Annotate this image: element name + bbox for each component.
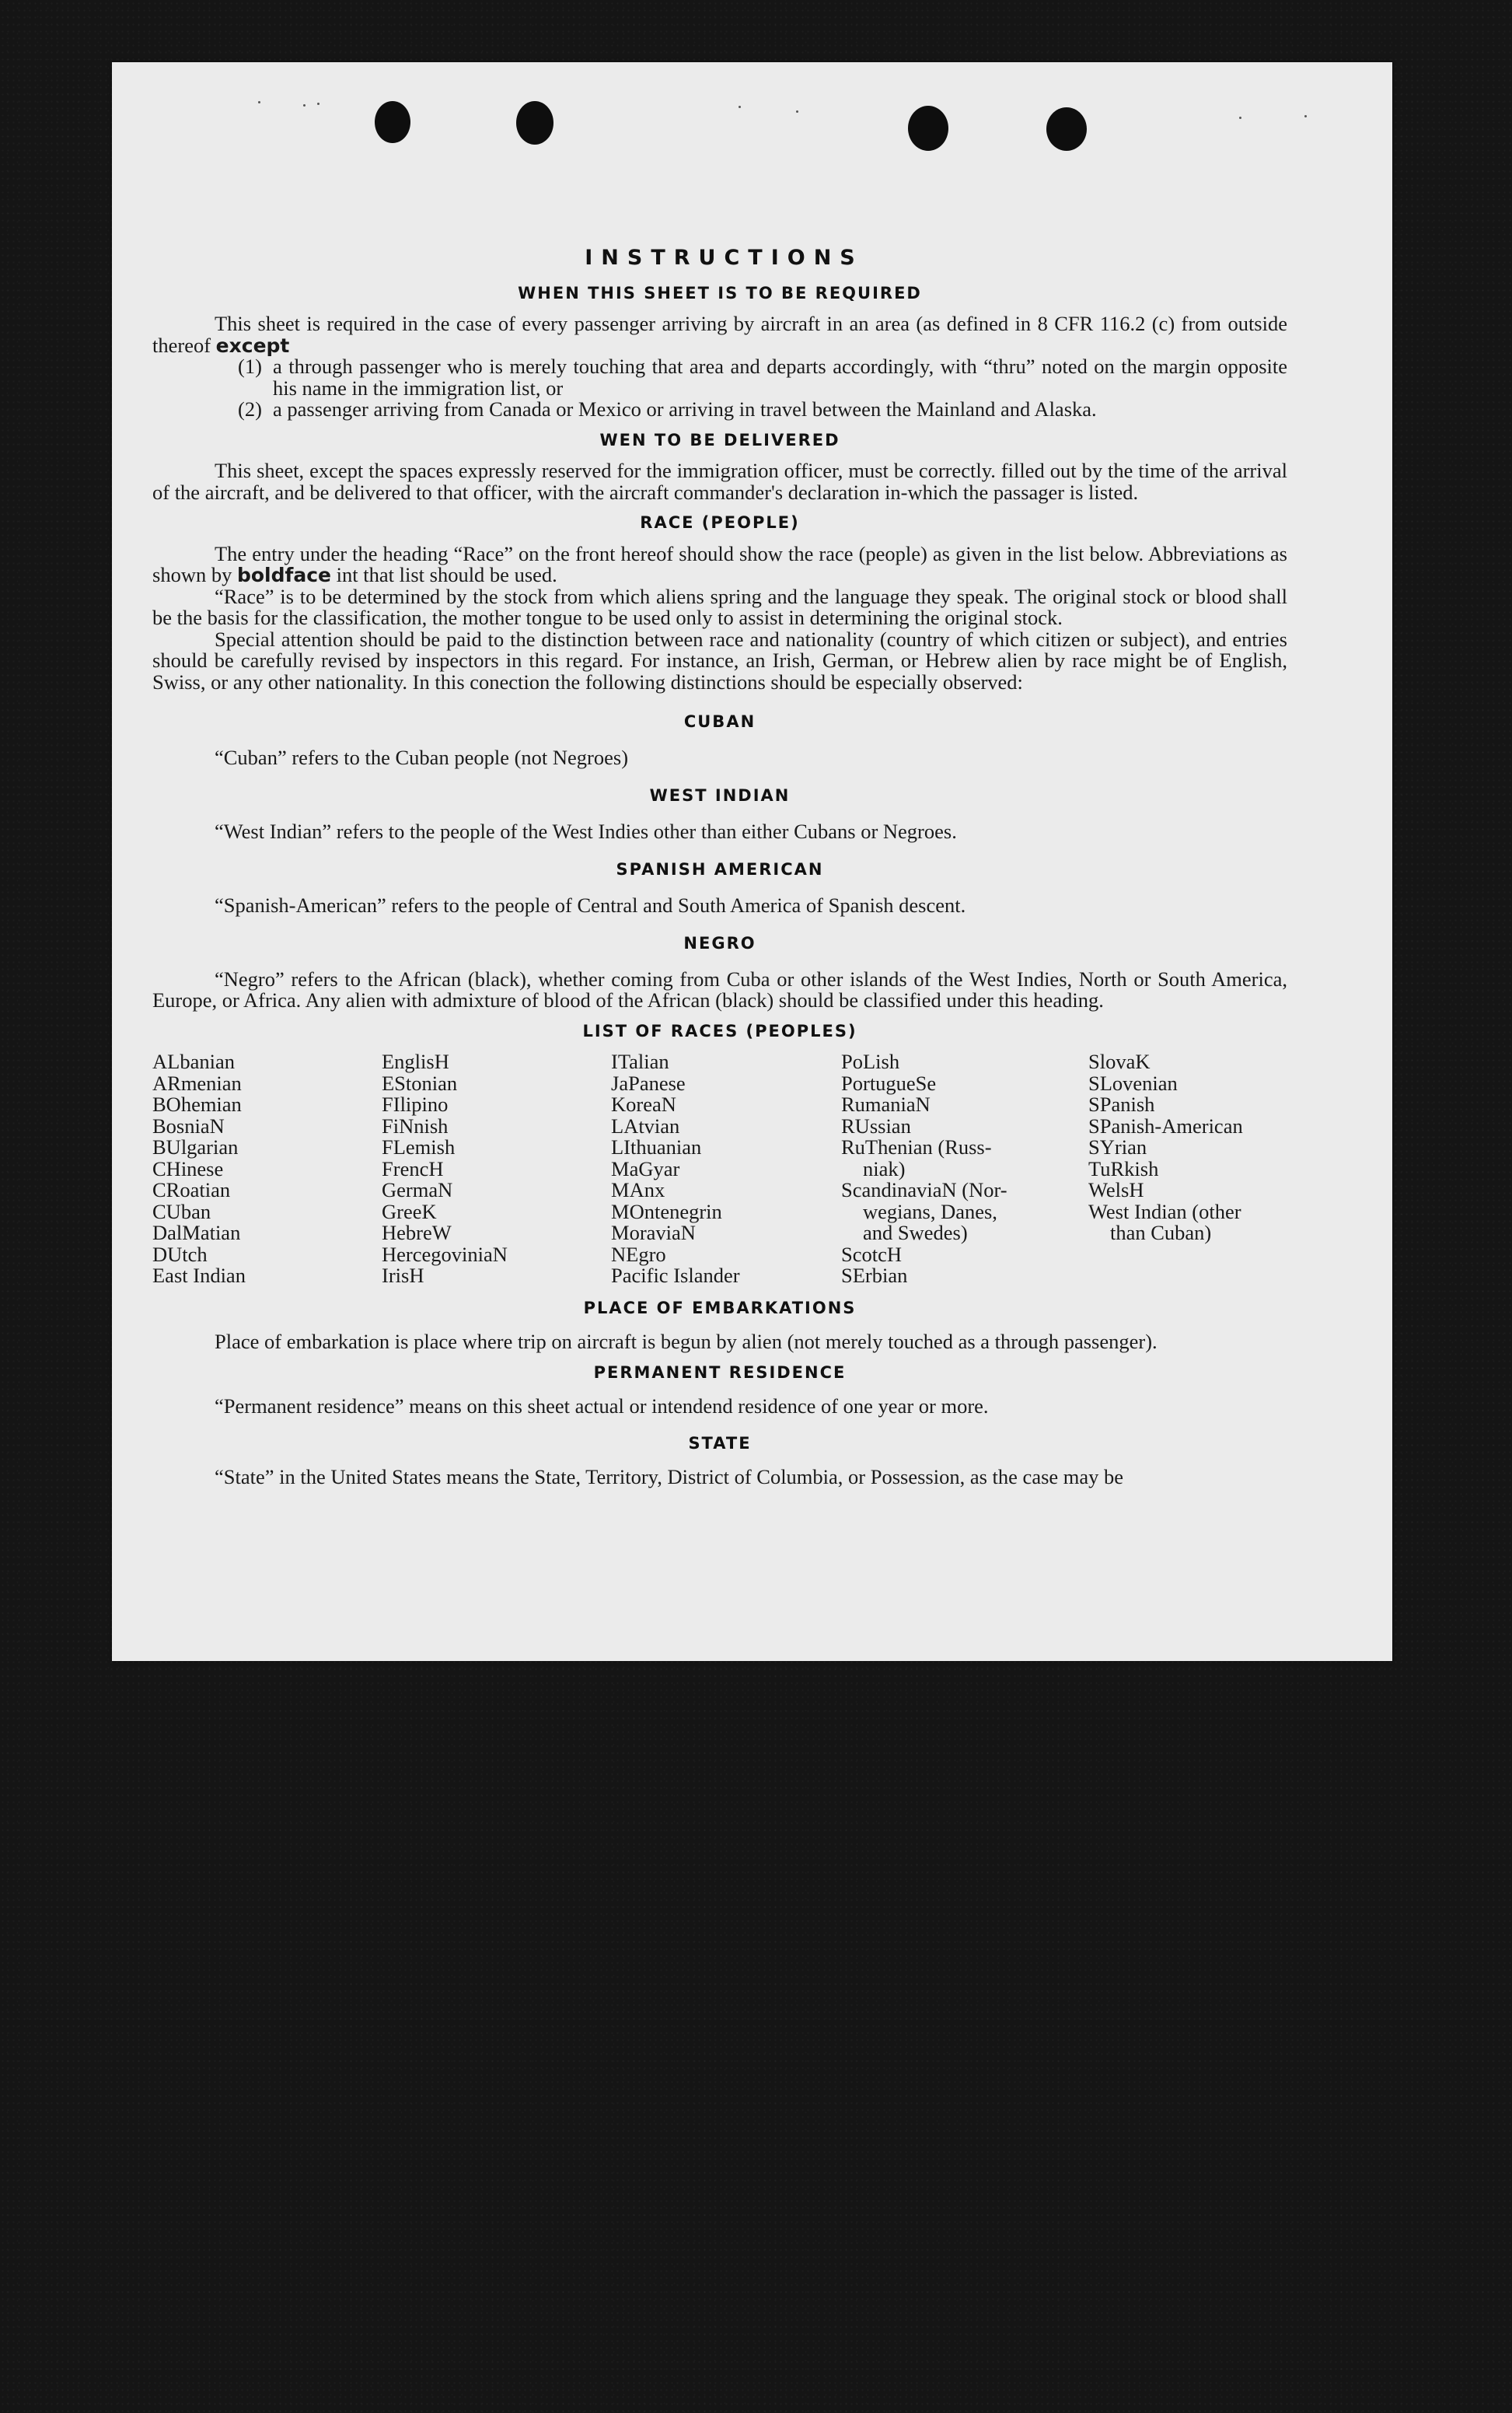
race-item: RUssian bbox=[841, 1114, 911, 1138]
speck bbox=[303, 104, 306, 107]
speck bbox=[1239, 117, 1241, 119]
negro-text: “Negro” refers to the African (black), whether coming from Cuba or other islands of the West Indies, North or South America, Europe, or Africa. Any alien with admixture of blood of the African (black) should be classified under this heading. bbox=[152, 967, 1287, 1012]
race-item: FiNnish bbox=[382, 1114, 449, 1138]
race-item: ALbanian bbox=[152, 1050, 235, 1073]
race-item: LIthuanian bbox=[611, 1135, 702, 1159]
races-column bbox=[841, 1051, 1088, 1287]
speck bbox=[317, 103, 320, 105]
race-item: HebreW bbox=[382, 1221, 452, 1244]
races-list bbox=[152, 1051, 1287, 1287]
race-item: EStonian bbox=[382, 1071, 458, 1095]
residence-text: “Permanent residence” means on this sheet actual or intendend residence of one year or more. bbox=[215, 1394, 989, 1418]
race-item: MOntenegrin bbox=[611, 1199, 722, 1223]
document-sheet bbox=[112, 62, 1392, 1661]
exception-item: (2) a passenger arriving from Canada or Mexico or arriving in travel between the Mainland and Alaska. bbox=[238, 397, 1097, 421]
required-intro: This sheet is required in the case of every passenger arriving by aircraft in an area (as defined in 8 CFR 116.2 (c) from outside thereof except bbox=[152, 312, 1287, 357]
race-item: SPanish-American bbox=[1088, 1114, 1243, 1138]
heading-west-indian: WEST INDIAN bbox=[649, 786, 791, 805]
race-item: East Indian bbox=[152, 1264, 246, 1287]
page-title: INSTRUCTIONS bbox=[585, 246, 864, 270]
heading-delivered: WEN TO BE DELIVERED bbox=[599, 430, 840, 449]
spanish-american-text: “Spanish-American” refers to the people of Central and South America of Spanish descent. bbox=[215, 893, 966, 917]
boldface-bold: boldface bbox=[236, 564, 332, 586]
race-item: GreeK bbox=[382, 1199, 437, 1223]
race-item: ScandinaviaN (Nor- bbox=[841, 1178, 1007, 1201]
heading-state: STATE bbox=[688, 1433, 752, 1453]
races-column bbox=[382, 1051, 611, 1287]
except-bold: except bbox=[215, 334, 290, 357]
race-paragraph: Special attention should be paid to the distinction between race and nationality (country of which citizen or subject), and entries should be carefully revised by inspectors in this regard. For instance, an Irish, German, or Hebrew alien by race might be of English, Swiss, or any other nationality. In this conection the following distinctions should be especially observed: bbox=[152, 627, 1287, 694]
race-item: West Indian (other bbox=[1088, 1199, 1241, 1223]
punch-hole bbox=[375, 101, 410, 143]
race-item: LAtvian bbox=[611, 1114, 680, 1138]
heading-negro: NEGRO bbox=[683, 934, 756, 953]
race-item: BUlgarian bbox=[152, 1135, 239, 1159]
race-item: NEgro bbox=[611, 1242, 666, 1266]
punch-hole bbox=[908, 106, 948, 151]
race-item: SPanish bbox=[1088, 1093, 1155, 1116]
embarkation-text: Place of embarkation is place where trip on aircraft is begun by alien (not merely touched as a through passenger). bbox=[215, 1330, 1158, 1353]
race-item: MoraviaN bbox=[611, 1221, 696, 1244]
race-paragraph: The entry under the heading “Race” on the front hereof should show the race (people) as given in the list below. Abbreviations as shown by boldface int that list should be used. bbox=[152, 541, 1287, 586]
race-item: SLovenian bbox=[1088, 1071, 1178, 1095]
instructions-text bbox=[152, 179, 1287, 1488]
race-item: ITalian bbox=[611, 1050, 669, 1073]
race-item: MAnx bbox=[611, 1178, 665, 1201]
race-item: RuThenian (Russ- bbox=[841, 1135, 992, 1159]
race-item: than Cuban) bbox=[1110, 1221, 1212, 1244]
race-item: PoLish bbox=[841, 1050, 900, 1073]
punch-hole bbox=[516, 101, 553, 145]
race-item: WelsH bbox=[1088, 1178, 1144, 1201]
race-item: CHinese bbox=[152, 1156, 224, 1180]
race-item: FLemish bbox=[382, 1135, 456, 1159]
west-indian-text: “West Indian” refers to the people of the West Indies other than either Cubans or Negroes. bbox=[215, 819, 957, 843]
race-item: TuRkish bbox=[1088, 1156, 1159, 1180]
race-item: CUban bbox=[152, 1199, 211, 1223]
race-item: niak) bbox=[863, 1156, 906, 1180]
race-item: PortugueSe bbox=[841, 1071, 937, 1095]
cuban-text: “Cuban” refers to the Cuban people (not Negroes) bbox=[215, 745, 629, 769]
heading-race: RACE (PEOPLE) bbox=[640, 513, 800, 532]
races-column bbox=[152, 1051, 382, 1287]
races-column bbox=[1088, 1051, 1287, 1287]
race-item: KoreaN bbox=[611, 1093, 676, 1116]
race-item: wegians, Danes, bbox=[863, 1199, 997, 1223]
race-item: EnglisH bbox=[382, 1050, 449, 1073]
race-item: Pacific Islander bbox=[611, 1264, 740, 1287]
heading-residence: PERMANENT RESIDENCE bbox=[593, 1362, 847, 1382]
race-item: CRoatian bbox=[152, 1178, 231, 1201]
race-item: GermaN bbox=[382, 1178, 453, 1201]
heading-cuban: CUBAN bbox=[683, 712, 756, 731]
race-item: ARmenian bbox=[152, 1071, 242, 1095]
speck bbox=[796, 110, 798, 113]
race-paragraph: “Race” is to be determined by the stock from which aliens spring and the language they speak. The original stock or blood shall be the basis for the classification, the mother tongue to be used only to assist in determining the original stock. bbox=[152, 584, 1287, 629]
race-item: SlovaK bbox=[1088, 1050, 1151, 1073]
state-text: “State” in the United States means the State, Territory, District of Columbia, or Possession, as the case may be bbox=[215, 1465, 1124, 1488]
races-column bbox=[611, 1051, 841, 1287]
race-item: JaPanese bbox=[611, 1071, 686, 1095]
race-item: DUtch bbox=[152, 1242, 208, 1266]
speck bbox=[258, 101, 260, 103]
race-item: IrisH bbox=[382, 1264, 424, 1287]
punch-hole bbox=[1046, 107, 1087, 151]
exception-item: (1) a through passenger who is merely touching that area and departs accordingly, with “thru” noted on the margin opposite his name in the immigration list, or bbox=[238, 355, 1287, 400]
heading-races-list: LIST OF RACES (PEOPLES) bbox=[582, 1021, 857, 1040]
race-item: DalMatian bbox=[152, 1221, 241, 1244]
speck bbox=[739, 106, 741, 108]
race-item: and Swedes) bbox=[863, 1221, 968, 1244]
heading-required: WHEN THIS SHEET IS TO BE REQUIRED bbox=[518, 283, 922, 302]
race-item: BosniaN bbox=[152, 1114, 225, 1138]
heading-spanish-american: SPANISH AMERICAN bbox=[616, 860, 824, 879]
race-item: SErbian bbox=[841, 1264, 908, 1287]
delivered-text: This sheet, except the spaces expressly reserved for the immigration officer, must be correctly. filled out by the time of the arrival of the aircraft, and be delivered to that officer, with the aircraft commander's declaration in-which the passager is listed. bbox=[152, 459, 1287, 504]
race-item: FrencH bbox=[382, 1156, 444, 1180]
speck bbox=[1304, 115, 1307, 117]
race-item: HercegoviniaN bbox=[382, 1242, 508, 1266]
race-item: ScotcH bbox=[841, 1242, 903, 1266]
race-item: BOhemian bbox=[152, 1093, 242, 1116]
race-item: SYrian bbox=[1088, 1135, 1147, 1159]
heading-embarkation: PLACE OF EMBARKATIONS bbox=[583, 1298, 857, 1317]
race-item: FIlipino bbox=[382, 1093, 449, 1116]
race-item: RumaniaN bbox=[841, 1093, 931, 1116]
race-item: MaGyar bbox=[611, 1156, 680, 1180]
